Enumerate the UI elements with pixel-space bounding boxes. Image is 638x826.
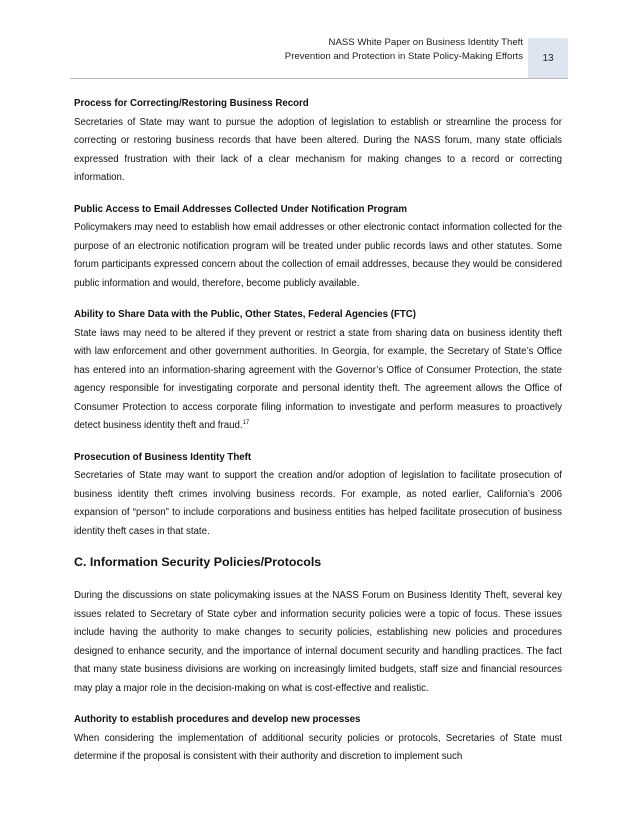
section-heading: Process for Correcting/Restoring Business Record	[74, 98, 309, 109]
section-heading: Ability to Share Data with the Public, Other States, Federal Agencies (FTC)	[74, 309, 416, 320]
footnote-marker: 17	[242, 419, 250, 426]
header-title: NASS White Paper on Business Identity Theft	[328, 37, 523, 48]
section-prosecution	[74, 449, 562, 542]
section-authority	[74, 711, 562, 767]
section-data-sharing	[74, 306, 562, 436]
section-text: Secretaries of State may want to pursue the adoption of legislation to establish or streamline the process for correcting or restoring business records that have been altered. During the NASS forum, many state officials expressed frustration with their lack of a clear mechanism for making changes to a record or correcting information.	[74, 116, 562, 183]
header-divider	[70, 78, 568, 79]
section-c-title: C. Information Security Policies/Protocols	[74, 555, 322, 569]
section-text: State laws may need to be altered if they prevent or restrict a state from sharing data on business identity theft with law enforcement and other government authorities. In Georgia, for example, the Secretary of State’s Office has entered into an information-sharing agreement with the Governor’s Office of Consumer Protection, the state agency responsible for investigating corporate and personal identity theft. The agreement allows the Office of Consumer Protection to access corporate filing information to investigate and perform measures to proactively detect business identity theft and fraud.	[74, 327, 562, 431]
section-email-access	[74, 201, 562, 294]
running-header	[200, 36, 523, 64]
section-heading: Prosecution of Business Identity Theft	[74, 451, 252, 463]
section-text: Secretaries of State may want to support the creation and/or adoption of legislation to facilitate prosecution of business identity theft crimes involving business records. For example, as noted earlier, California’s 2006 expansion of “person” to include corporations and business entities has helped facilitate prosecution of business identity theft cases in that state.	[74, 470, 562, 537]
section-correcting-record	[74, 95, 562, 188]
section-text: When considering the implementation of additional security policies or protocols, Secretaries of State must determine if the proposal is consistent with their authority and discretion to implement such	[74, 732, 562, 762]
section-c-intro: During the discussions on state policymaking issues at the NASS Forum on Business Identity Theft, several key issues related to Secretary of State cyber and information security policies were a topic of focus. These issues include having the authority to make changes to security policies, establishing new policies and procedures designed to enhance security, and the importance of internal document security and handling practices. The fact that many state business divisions are working on increasingly limited budgets, staff size and financial resources may play a major role in the decision-making on what is cost-effective and realistic.	[74, 590, 562, 694]
document-body	[74, 95, 562, 780]
section-heading: Authority to establish procedures and develop new processes	[74, 714, 361, 725]
header-subtitle: Prevention and Protection in State Policy-Making Efforts	[284, 51, 523, 62]
section-heading: Public Access to Email Addresses Collected Under Notification Program	[74, 203, 408, 215]
page-number-box	[528, 38, 568, 78]
section-text: Policymakers may need to establish how email addresses or other electronic contact information collected for the purpose of an electronic notification program will be treated under public records laws and other statutes. Some forum participants expressed concern about the collection of email addresses, because they would be considered public information and would, therefore, become publicly available.	[74, 222, 562, 289]
page-number: 13	[542, 52, 554, 64]
